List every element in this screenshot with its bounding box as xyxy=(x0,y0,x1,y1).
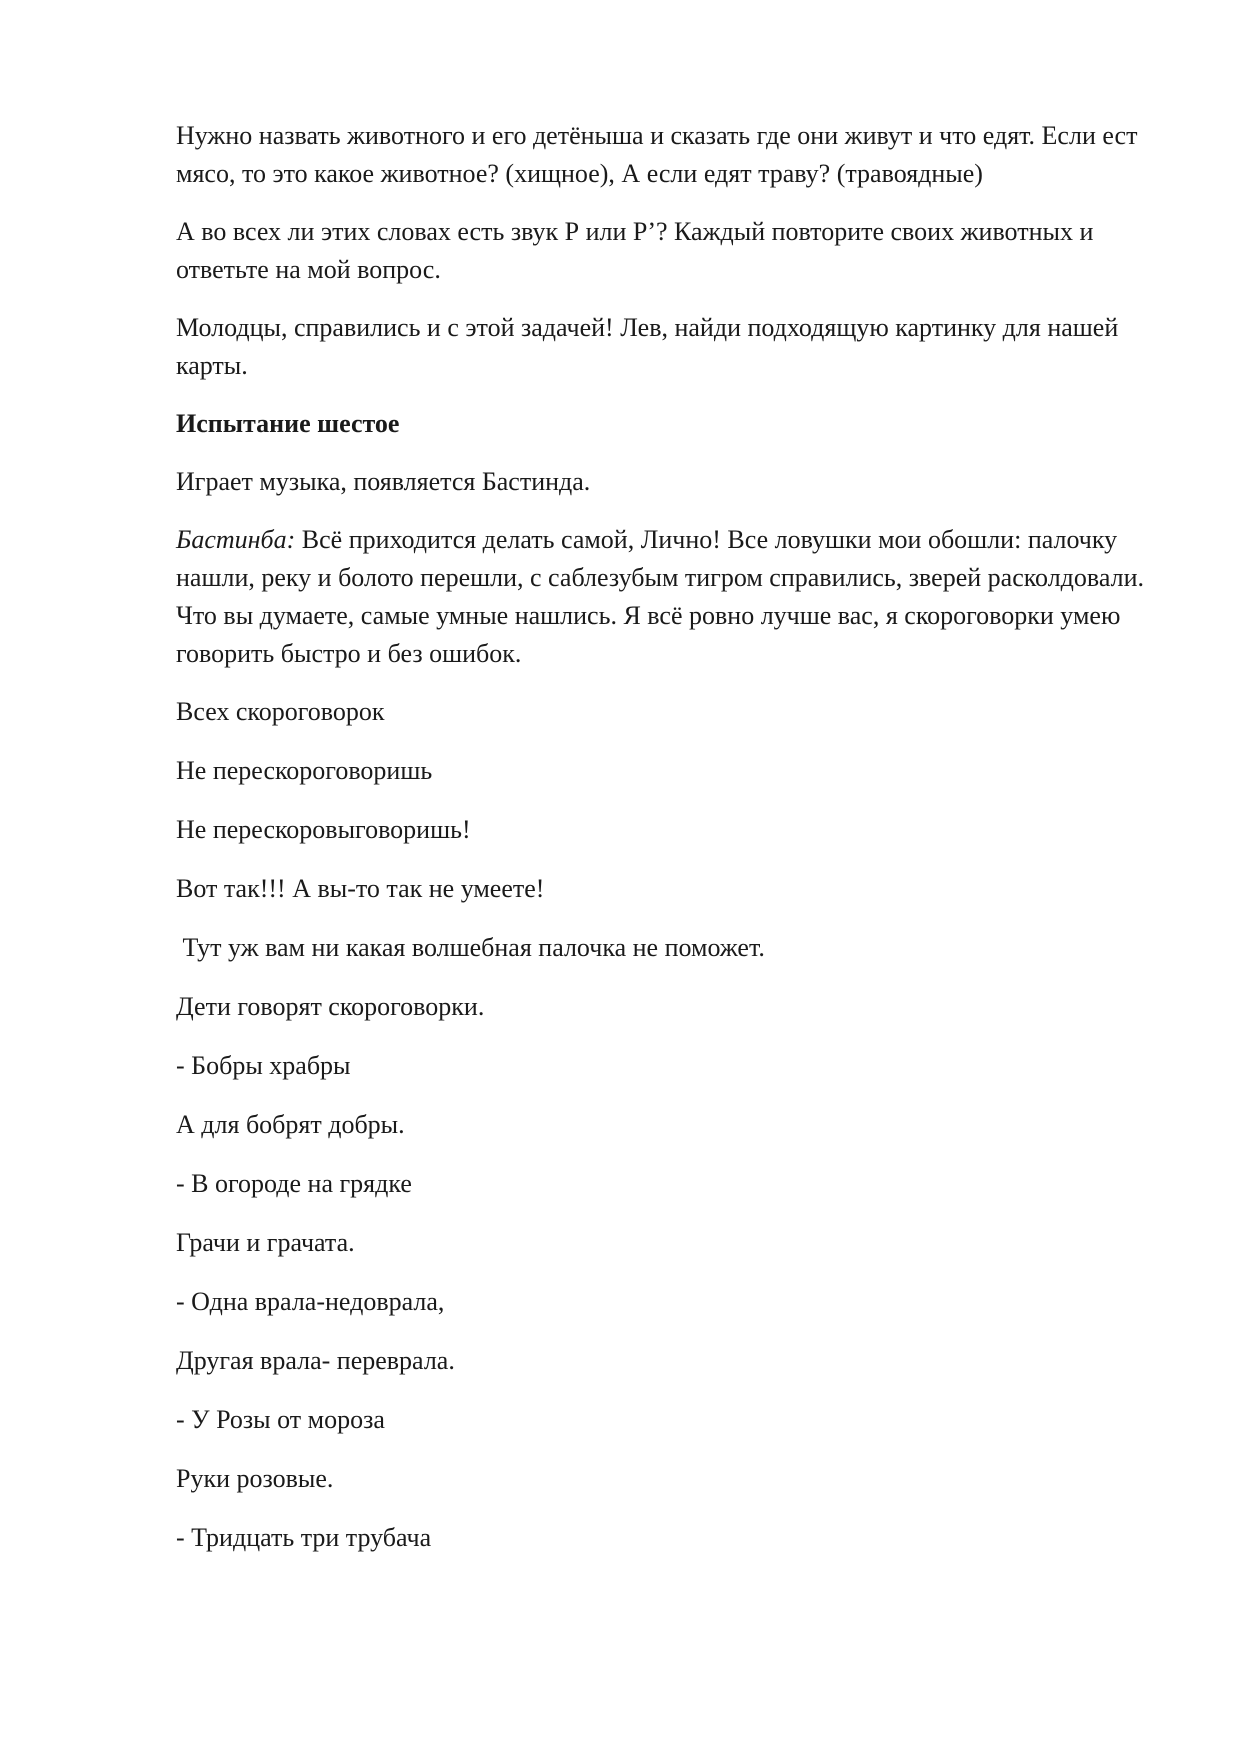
tongue-twister-line: - Тридцать три трубача xyxy=(176,1523,432,1552)
paragraph-stage-direction: Играет музыка, появляется Бастинда. xyxy=(176,467,591,496)
paragraph-praise: Молодцы, справились и с этой задачей! Лев, найди подходящую картинку для нашей карты. xyxy=(176,313,1119,380)
tongue-twister-line: - В огороде на грядке xyxy=(176,1169,412,1198)
stage-direction-line: Дети говорят скороговорки. xyxy=(176,992,485,1021)
tongue-twister-line: Грачи и грачата. xyxy=(176,1228,355,1257)
text-line: Тут уж вам ни какая волшебная палочка не поможет. xyxy=(176,933,765,962)
tongue-twister-line: Не перескороговоришь xyxy=(176,756,433,785)
text-line: Вот так!!! А вы-то так не умеете! xyxy=(176,874,545,903)
tongue-twister-line: Не перескоровыговоришь! xyxy=(176,815,471,844)
tongue-twister-line: - Одна врала-недоврала, xyxy=(176,1287,445,1316)
paragraph-sound-question: А во всех ли этих словах есть звук Р или Р’? Каждый повторите своих животных и ответьте на мой вопрос. xyxy=(176,217,1094,284)
speech-text: Всё приходится делать самой, Лично! Все ловушки мои обошли: палочку нашли, реку и болото перешли, с саблезубым тигром справились, зверей расколдовали. Что вы думаете, самые умные нашлись. Я всё ровно лучше вас, я скороговорки умею говорить быстро и без ошибок. xyxy=(176,525,1145,668)
tongue-twister-line: Другая врала- переврала. xyxy=(176,1346,455,1375)
tongue-twister-line: - У Розы от мороза xyxy=(176,1405,385,1434)
tongue-twister-line: Всех скороговорок xyxy=(176,697,385,726)
document-body xyxy=(176,117,1176,1578)
tongue-twister-line: А для бобрят добры. xyxy=(176,1110,405,1139)
speaker-name: Бастинба: xyxy=(176,525,296,554)
section-heading: Испытание шестое xyxy=(176,409,400,438)
tongue-twister-line: - Бобры храбры xyxy=(176,1051,351,1080)
paragraph-task-description: Нужно назвать животного и его детёныша и сказать где они живут и что едят. Если ест мясо, то это какое животное? (хищное), А если едят траву? (травоядные) xyxy=(176,121,1138,188)
paragraph-bastinda-speech xyxy=(176,521,1176,673)
tongue-twister-line: Руки розовые. xyxy=(176,1464,334,1493)
